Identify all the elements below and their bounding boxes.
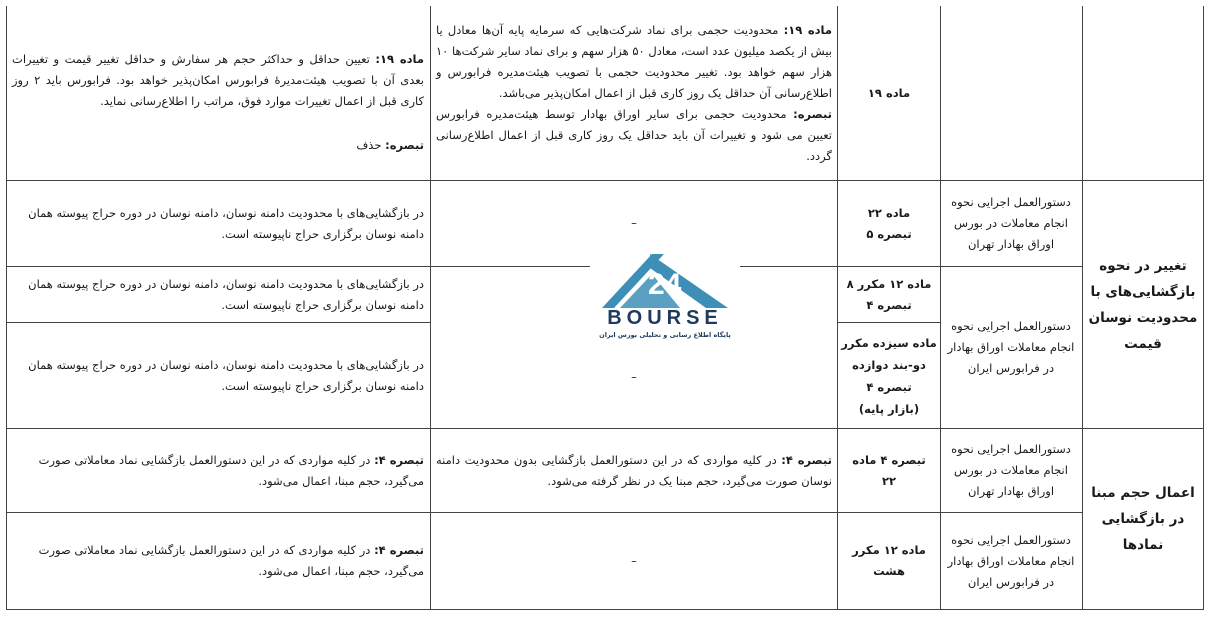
old-text-cell: –: [631, 216, 637, 230]
new-text-cell: در بازگشایی‌های با محدودیت دامنه نوسان، دامنه نوسان در دوره حراج پیوسته همان دامنه نوسان برگزاری حراج ناپیوسته است.: [28, 205, 424, 241]
new-text-cell: تبصره ۴: در کلیه مواردی که در این دستورالعمل بازگشایی نماد معاملاتی صورت می‌گیرد، حجم مبنا، اعمال می‌شود.: [38, 452, 424, 488]
logo-wordmark: BOURSE: [607, 307, 723, 329]
grid-line: [1082, 6, 1083, 610]
bourse24-logo: [590, 250, 740, 346]
new-text-cell: در بازگشایی‌های با محدودیت دامنه نوسان، دامنه نوسان در دوره حراج پیوسته همان دامنه نوسان برگزاری حراج ناپیوسته است.: [28, 357, 424, 393]
new-text-cell: در بازگشایی‌های با محدودیت دامنه نوسان، دامنه نوسان در دوره حراج پیوسته همان دامنه نوسان برگزاری حراج ناپیوسته است.: [28, 276, 424, 312]
regulation-name: دستورالعمل اجرایی نحوه انجام معاملات اوراق بهادار در فرابورس ایران: [947, 532, 1075, 589]
topic-volatility: تغییر در نحوه بازگشایی‌های با محدودیت نوسان قیمت: [1088, 257, 1198, 352]
svg-text:24: 24: [648, 268, 682, 301]
article-ref: ماده ۲۲ تبصره ۵: [866, 205, 912, 241]
grid-line: [6, 609, 1204, 610]
new-text-cell: ماده ۱۹: تعیین حداقل و حداکثر حجم هر سفارش و حداقل تغییر قیمت و تغییرات بعدی آن با تصویب هیئت‌مدیرهٔ فرابورس امکان‌پذیر خواهد بود. فرابورس باید ۲ روز کاری قبل از اعمال تغییرات موارد فوق، مراتب را اطلاع‌رسانی نماید.: [12, 51, 424, 108]
old-text-cell: –: [631, 370, 637, 384]
regulation-name: دستورالعمل اجرایی نحوه انجام معاملات در بورس اوراق بهادار تهران: [951, 195, 1071, 251]
old-text-cell: تبصره ۴: در کلیه مواردی که در این دستورالعمل بازگشایی بدون محدودیت دامنه نوسان صورت می‌گیرد، حجم مبنا یک در نظر گرفته می‌شود.: [436, 452, 833, 488]
grid-line: [1203, 6, 1204, 610]
grid-line: [940, 6, 941, 610]
regulation-name: دستورالعمل اجرایی نحوه انجام معاملات اوراق بهادار در فرابورس ایران: [947, 319, 1075, 375]
topic-base-volume: اعمال حجم مبنا در بازگشایی نمادها: [1091, 485, 1195, 553]
regulation-name: دستورالعمل اجرایی نحوه انجام معاملات در بورس اوراق بهادار تهران: [951, 442, 1071, 498]
logo-tagline: پایگاه اطلاع رسانی و تحلیلی بورس ایران: [599, 331, 731, 339]
new-text-cell: تبصره ۴: در کلیه مواردی که در این دستورالعمل بازگشایی نماد معاملاتی صورت می‌گیرد، حجم مبنا، اعمال می‌شود.: [38, 543, 424, 578]
article-ref: ماده ۱۲ مکرر هشت: [852, 543, 926, 578]
article-ref: ماده سیزده مکرر دو-بند دوازده تبصره ۴ (بازار پایه): [841, 335, 937, 416]
old-text-cell: ماده ۱۹: محدودیت حجمی برای نماد شرکت‌هایی که سرمایه پایه آن‌ها معادل یا بیش از یکصد میلیون عدد است، معادل ۵۰ هزار سهم و برای نماد سایر شرکت‌ها ۱۰ هزار سهم خواهد بود. تغییر محدودیت حجمی با تصویب هیئت‌مدیره فرابورس و اطلاع‌رسانی آن حداقل یک روز کاری قبل از اعمال امکان‌پذیر می‌باشد. تبصره: محدودیت حجمی برای سایر اوراق بهادار توسط هیئت‌مدیره فرابورس تعیین می شود و تغییرات آن باید حداقل یک روز کاری قبل از اعمال اطلاع‌رسانی گردد.: [436, 22, 832, 163]
old-text-cell: –: [631, 553, 637, 568]
article-ref: ماده ۱۲ مکرر ۸ تبصره ۴: [846, 276, 932, 312]
grid-line: [6, 6, 7, 610]
new-note-cell: تبصره: حذف: [356, 137, 424, 152]
article-ref: ماده ۱۹: [867, 85, 911, 100]
article-ref: تبصره ۴ ماده ۲۲: [852, 452, 926, 488]
